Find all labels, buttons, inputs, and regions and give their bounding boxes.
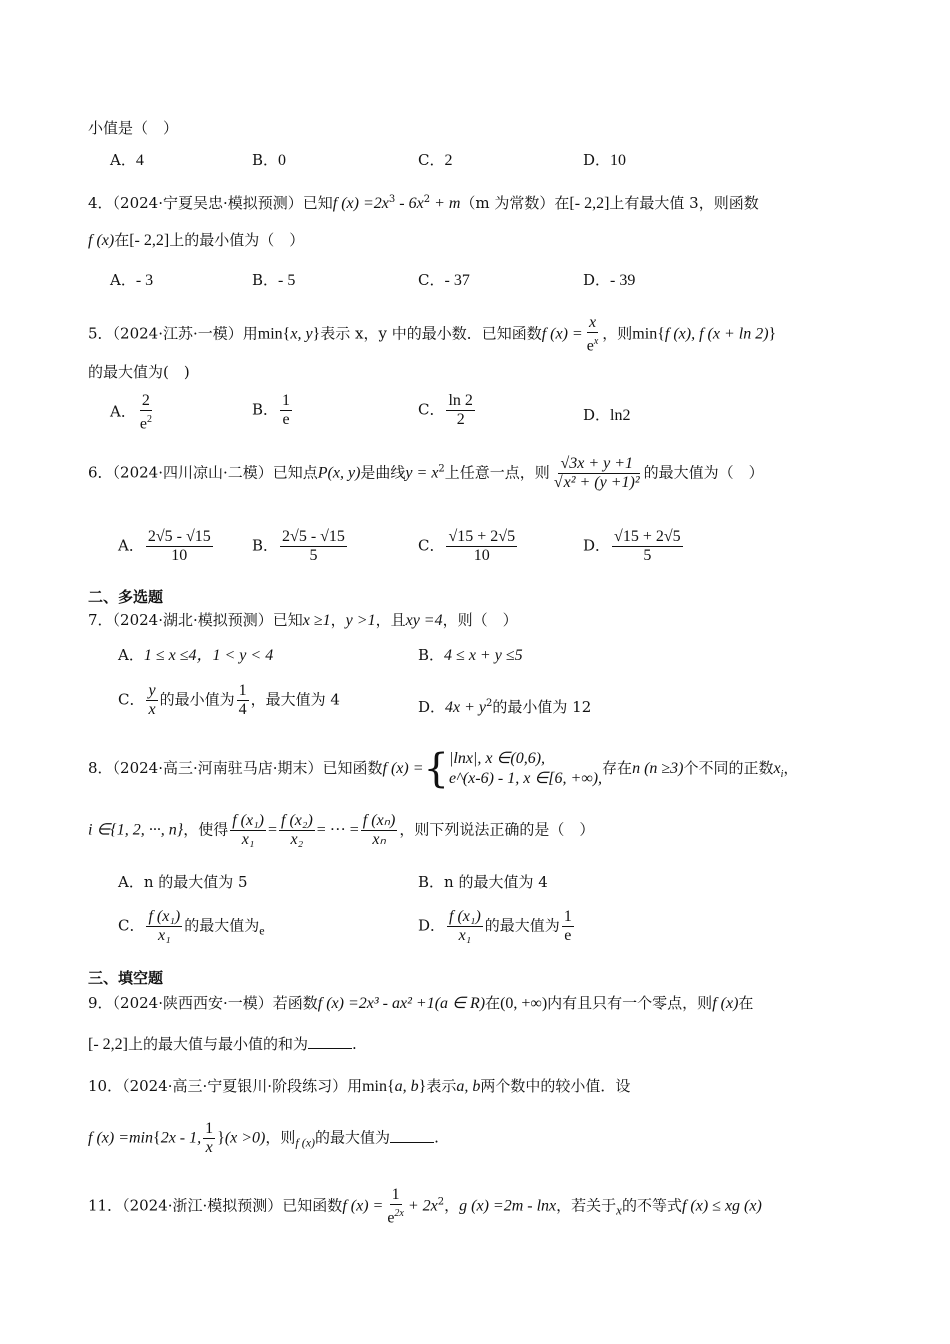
q9-stem: 9．（2024·陕西西安·一模）若函数f (x) =2x³ - ax² +1(a ∈ R)在(0, +∞)内有且只有一个零点，则f (x)在: [88, 994, 754, 1012]
q4-option-c: C．- 37: [418, 271, 470, 289]
q6-option-c: C． $\frac{√15 + 2√5}{10}$: [418, 528, 516, 564]
q5-function-fraction: $\frac{x}{e^x}$: [586, 314, 599, 355]
q11-stem: 11．（2024·浙江·模拟预测）已知函数f (x) = $\frac{1}{e^{2x}}$ + $2x^2$，g (x) =2m - lnx，若关于x的不等式f (x) ≤ xg (x): [88, 1186, 762, 1227]
q4-option-d: D．- 39: [583, 271, 636, 289]
q6-option-a: A． $\frac{2√5 - √15}{10}$: [118, 528, 211, 564]
q5-stem-line2: 的最大值为( ): [88, 363, 190, 381]
q4-stem-line2: f (x)在[- 2,2]上的最小值为（ ）: [88, 231, 305, 249]
q5-option-d: D．ln2: [583, 406, 631, 424]
q8-option-a: A．n 的最大值为 5: [118, 873, 248, 891]
q5-option-a: A． $\frac{2}{e^2}$: [110, 392, 152, 433]
q3-option-d: D．10: [583, 151, 627, 169]
q6-option-d: D． $\frac{√15 + 2√5}{5}$: [583, 528, 681, 564]
q10-stem: 10．（2024·高三·宁夏银川·阶段练习）用min{a, b}表示a, b两个数中的较小值．设: [88, 1077, 631, 1095]
q7-option-b: B．4 ≤ x + y ≤5: [418, 646, 523, 664]
q8-option-d: D． $\frac{\text{f (x₁)}}{\text{x₁}}$ 的最大值为 $\frac{1}{e}$: [418, 908, 572, 944]
q6-option-b: B． $\frac{2√5 - √15}{5}$: [252, 528, 345, 564]
q8-stem: 8．（2024·高三·河南驻马店·期末）已知函数f (x) ={ |lnx|, x ∈(0,6), e^(x-6) - 1, x ∈[6, +∞), 存在n (n ≥3)个不同的正数$x_i$，: [88, 746, 799, 792]
q8-stem-line2: i ∈{1, 2, ···, n}，使得 $\frac{\text{f (x₁)}}{\text{x₁}}$ = $\frac{\text{f (x₂)}}{\text{x₂}}$ = ··· = $\frac{\text{f (xₙ)}}{\text{xₙ}}$ ，则下列说法正确的是（ ）: [88, 812, 595, 848]
q5-option-c: C． $\frac{\ln 2}{2}$: [418, 392, 473, 428]
q8-piecewise: |lnx|, x ∈(0,6), e^(x-6) - 1, x ∈[6, +∞),: [448, 750, 603, 787]
q6-target-fraction: $\frac{√3x + y +1}{\text{√x² + (y +1)²}}$: [553, 455, 640, 491]
section-fill-blank-heading: 三、填空题: [88, 969, 164, 987]
q3-option-c: C．2: [418, 151, 453, 169]
q5-stem: 5．（2024·江苏·一模）用min{x, y}表示 x，y 中的最小数．已知函数f (x) = $\frac{x}{e^x}$ ，则min{f (x), f (x + ln 2)}: [88, 314, 777, 355]
q8-option-b: B．n 的最大值为 4: [418, 873, 548, 891]
q9-stem-line2: [- 2,2]上的最大值与最小值的和为 .: [88, 1035, 357, 1053]
q5-option-b: B． $\frac{1}{e}$: [252, 392, 291, 428]
q3-stem-tail: 小值是（ ）: [88, 119, 179, 137]
q7-option-d: D．$4x + y^2$的最小值为 12: [418, 698, 592, 716]
q3-option-a: A．4: [110, 151, 144, 169]
q7-option-a: A．1 ≤ x ≤4，1 < y < 4: [118, 646, 274, 664]
q8-option-c: C． $\frac{\text{f (x₁)}}{\text{x₁}}$ 的最大值为$_e$: [118, 908, 265, 944]
q3-option-b: B．0: [252, 151, 287, 169]
q7-option-c: C． $\frac{y}{x}$ 的最小值为 $\frac{1}{4}$ ，最大值为 4: [118, 682, 340, 718]
q4-option-b: B．- 5: [252, 271, 296, 289]
q9-answer-blank[interactable]: [308, 1034, 352, 1049]
q10-stem-line2: f (x) =min{2x - 1, $\frac{1}{x}$ }(x >0)，则$_{f (x)}$的最大值为 .: [88, 1120, 439, 1156]
q7-stem: 7．（2024·湖北·模拟预测）已知x ≥1，y >1，且xy =4，则（ ）: [88, 611, 518, 629]
section-multiple-choice-heading: 二、多选题: [88, 588, 164, 606]
q6-stem: 6．（2024·四川凉山·二模）已知点P(x, y)是曲线$y = x^2$上任意一点，则 $\frac{√3x + y +1}{\text{√x² + (y +1)²}}$ 的最大值为（ ）: [88, 455, 764, 491]
q4-option-a: A．- 3: [110, 271, 154, 289]
q10-answer-blank[interactable]: [390, 1128, 434, 1143]
q4-stem: 4．（2024·宁夏吴忠·模拟预测）已知f $(x) =2x^3 - 6x^2 + m(m$ 为常数）在[- 2,2]上有最大值 3，则函数: [88, 194, 759, 212]
